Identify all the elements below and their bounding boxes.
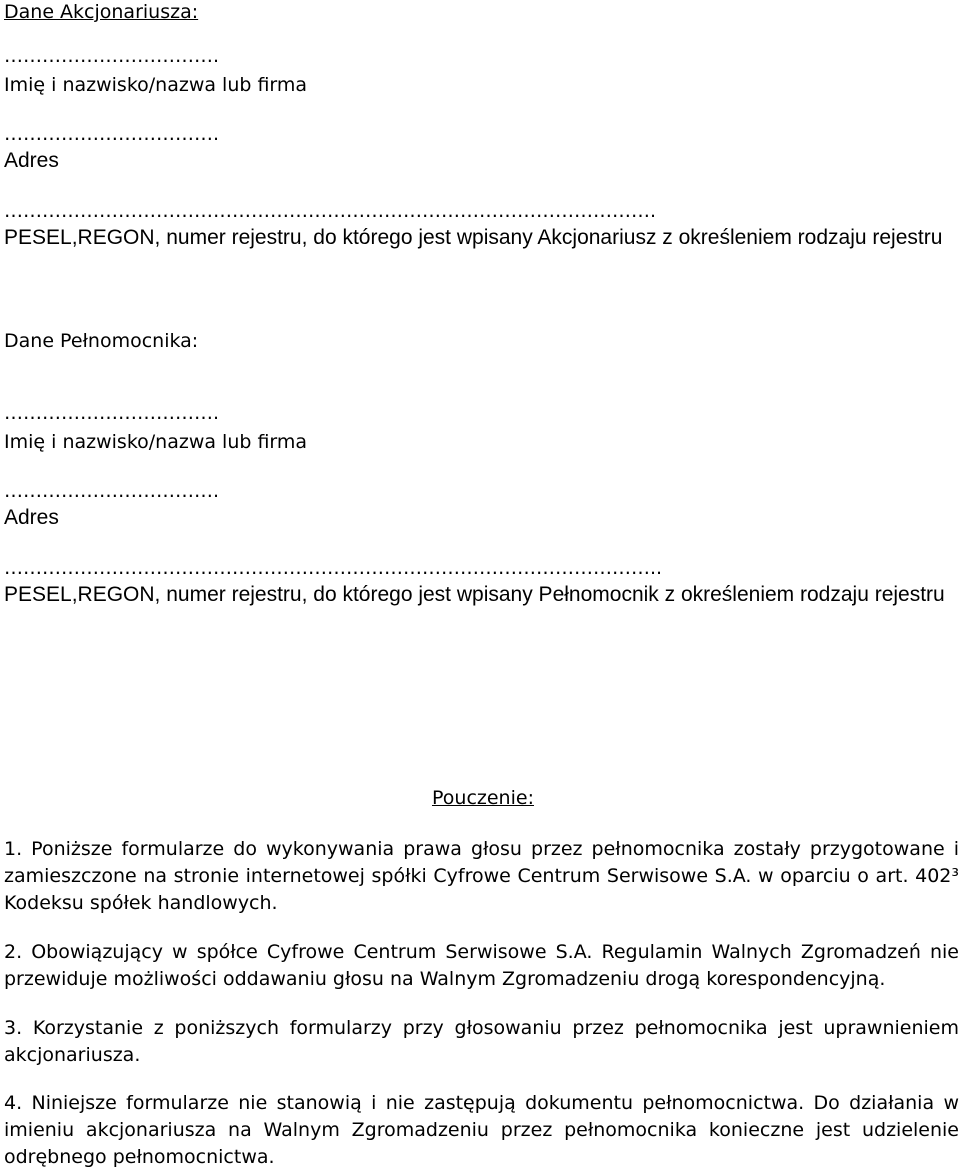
shareholder-id-dots: …………………………………………………………………………………………. bbox=[4, 200, 657, 222]
shareholder-heading: Dane Akcjonariusza: bbox=[4, 1, 199, 23]
shareholder-address-dots: ……………………………. bbox=[4, 123, 220, 145]
proxy-name-dots: ……………………………. bbox=[4, 402, 220, 424]
instruction-item-2: 2. Obowiązujący w spółce Cyfrowe Centrum Serwisowe S.A. Regulamin Walnych Zgromadzeń nie przewiduje możliwości oddawaniu głosu na Walnym Zgromadzeniu drogą korespondencyjną. bbox=[4, 941, 959, 990]
shareholder-name-dots: ……………………………. bbox=[4, 45, 220, 67]
shareholder-id-label: PESEL,REGON, numer rejestru, do którego jest wpisany Akcjonariusz z określeniem rodzaju rejestru bbox=[4, 226, 943, 249]
proxy-name-label: Imię i nazwisko/nazwa lub firma bbox=[4, 431, 308, 453]
proxy-address-label: Adres bbox=[4, 506, 59, 529]
instruction-item-1: 1. Poniższe formularze do wykonywania prawa głosu przez pełnomocnika zostały przygotowane i zamieszczone na stronie internetowej spółki Cyfrowe Centrum Serwisowe S.A. w oparciu o art. 402³ Kodeksu spółek handlowych. bbox=[4, 838, 959, 914]
shareholder-name-label: Imię i nazwisko/nazwa lub firma bbox=[4, 74, 308, 96]
proxy-id-label: PESEL,REGON, numer rejestru, do którego jest wpisany Pełnomocnik z określeniem rodzaju rejestru bbox=[4, 583, 945, 606]
proxy-heading: Dane Pełnomocnika: bbox=[4, 330, 199, 352]
proxy-address-dots: ……………………………. bbox=[4, 480, 220, 502]
shareholder-address-label: Adres bbox=[4, 149, 59, 172]
proxy-id-dots: ………………………………………………………………………………………….. bbox=[4, 557, 663, 579]
instruction-item-3: 3. Korzystanie z poniższych formularzy przy głosowaniu przez pełnomocnika jest uprawnieniem akcjonariusza. bbox=[4, 1017, 959, 1066]
instructions-heading: Pouczenie: bbox=[432, 787, 534, 809]
instruction-item-4: 4. Niniejsze formularze nie stanowią i nie zastępują dokumentu pełnomocnictwa. Do działania w imieniu akcjonariusza na Walnym Zgromadzeniu przez pełnomocnika konieczne jest udzielenie odrębnego pełnomocnictwa. bbox=[4, 1092, 959, 1168]
